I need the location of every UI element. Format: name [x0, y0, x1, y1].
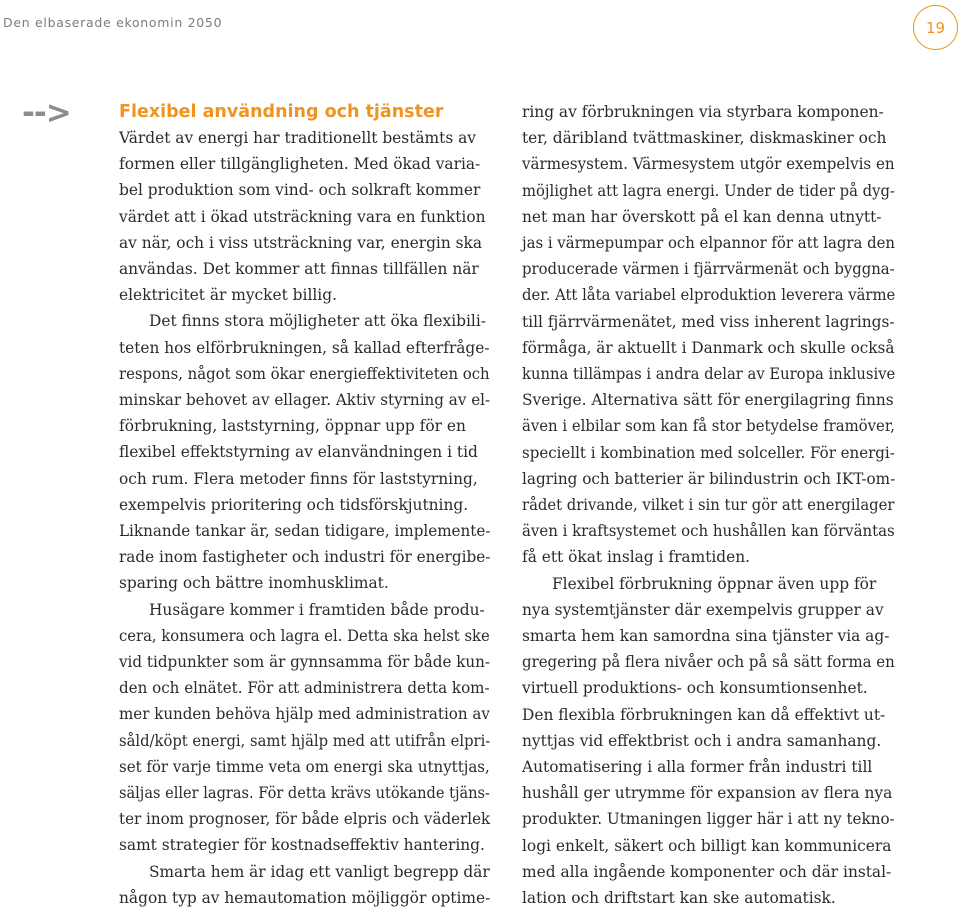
running-header: Den elbaserade ekonomin 2050 [3, 15, 223, 30]
text-line: värmesystem. Värmesystem utgör exempelvis en [522, 155, 895, 174]
text-line: lagring och batterier är bilindustrin och IKT-om- [522, 469, 896, 488]
text-line: även i kraftsystemet och hushållen kan förväntas [522, 522, 895, 541]
text-line: logi enkelt, säkert och billigt kan kommunicera [522, 836, 892, 855]
text-line: få ett ökat inslag i framtiden. [522, 548, 751, 567]
text-line: cera, konsumera och lagra el. Detta ska helst ske [119, 626, 490, 645]
page-number-badge: 19 [913, 5, 958, 50]
section-title: Flexibel användning och tjänster [119, 102, 444, 122]
text-line: förmåga, är aktuellt i Danmark och skulle också [522, 338, 895, 357]
text-line: till fjärrvärmenätet, med viss inherent lagrings- [522, 312, 895, 331]
text-line: någon typ av hemautomation möjliggör optime- [119, 888, 491, 907]
text-line: sparing och bättre inomhusklimat. [119, 574, 389, 593]
text-line: Automatisering i alla former från industri till [522, 758, 873, 776]
text-line: säljas eller lagras. För detta krävs utökande tjäns- [119, 784, 490, 802]
text-line: förbrukning, laststyrning, öppnar upp för en [119, 417, 466, 436]
text-line: gregering på flera nivåer och på så sätt forma en [522, 653, 895, 672]
text-line: Det finns stora möjligheter att öka flexibili- [149, 312, 486, 331]
text-line: Smarta hem är idag ett vanligt begrepp där [149, 862, 490, 881]
text-line: jas i värmepumpar och elpannor för att lagra den [522, 234, 895, 252]
text-line: smarta hem kan samordna sina tjänster via ag- [522, 627, 890, 645]
text-line: med alla ingående komponenter och där instal- [522, 862, 892, 881]
text-line: nya systemtjänster där exempelvis grupper av [522, 600, 884, 619]
text-line: rådet drivande, vilket i sin tur gör att energilager [522, 496, 895, 514]
text-line: användas. Det kommer att finnas tillfällen när [119, 260, 479, 278]
text-line: virtuell produktions- och konsumtionsenhet. [522, 679, 868, 698]
text-line: set för varje timme veta om energi ska utnyttjas, [119, 757, 490, 776]
text-line: teten hos elförbrukningen, så kallad efterfråge- [119, 338, 490, 357]
text-line: samt strategier för kostnadseffektiv hantering. [119, 836, 485, 855]
text-line: även i elbilar som kan få stor betydelse framöver, [522, 417, 896, 436]
text-line: och rum. Flera metoder finns för laststyrning, [119, 469, 478, 488]
text-line: mer kunden behöva hjälp med administration av [119, 705, 490, 724]
text-line: den och elnätet. För att administrera detta kom- [119, 679, 490, 698]
text-line: lation och driftstart kan ske automatisk. [522, 889, 836, 907]
text-line: exempelvis prioritering och tidsförskjutning. [119, 495, 469, 514]
text-line: ring av förbrukningen via styrbara komponen- [522, 103, 884, 121]
text-line: Värdet av energi har traditionellt bestämts av [119, 129, 476, 147]
text-line: speciellt i kombination med solceller. För energi- [522, 443, 895, 462]
text-line: producerade värmen i fjärrvärmenät och byggna- [522, 260, 895, 279]
text-line: kunna tillämpas i andra delar av Europa inklusive [522, 365, 896, 383]
text-line: Liknande tankar är, sedan tidigare, implemente- [119, 522, 491, 540]
text-line: Sverige. Alternativa sätt för energilagring finns [522, 391, 894, 410]
text-line: såld/köpt energi, samt hjälp med att utifrån elpri- [119, 731, 491, 750]
text-line: nyttjas vid effektbrist och i andra samanhang. [522, 731, 882, 750]
text-line: av när, och i viss utsträckning var, energin ska [119, 233, 483, 252]
text-line: produkter. Utmaningen ligger här i att ny tekno- [522, 810, 895, 829]
text-line: respons, något som ökar energieffektiviteten och [119, 364, 490, 383]
text-line: flexibel effektstyrning av elanvändningen i tid [119, 443, 478, 462]
text-line: vid tidpunkter som är gynnsamma för både kun- [119, 653, 491, 671]
text-line: ter inom prognoser, för både elpris och väderlek [119, 810, 491, 829]
arrow-icon: --> [22, 95, 71, 131]
text-line: ter, däribland tvättmaskiner, diskmaskiner och [522, 129, 887, 148]
text-line: möjlighet att lagra energi. Under de tider på dyg- [522, 181, 895, 200]
text-line: formen eller tillgängligheten. Med ökad varia- [119, 155, 481, 174]
text-line: elektricitet är mycket billig. [119, 286, 337, 305]
text-line: bel produktion som vind- och solkraft kommer [119, 181, 481, 200]
text-line: Husägare kommer i framtiden både produ- [149, 600, 485, 619]
text-line: minskar behovet av ellager. Aktiv styrning av el- [119, 391, 491, 409]
text-line: hushåll ger utrymme för expansion av flera nya [522, 784, 893, 803]
text-line: värdet att i ökad utsträckning vara en funktion [119, 207, 486, 226]
text-line: der. Att låta variabel elproduktion leverera värme [522, 286, 896, 305]
text-line: Den flexibla förbrukningen kan då effektivt ut- [522, 705, 886, 724]
text-line: rade inom fastigheter och industri för energibe- [119, 548, 491, 567]
text-line: net man har överskott på el kan denna utnytt- [522, 207, 882, 226]
text-line: Flexibel förbrukning öppnar även upp för [552, 574, 877, 593]
